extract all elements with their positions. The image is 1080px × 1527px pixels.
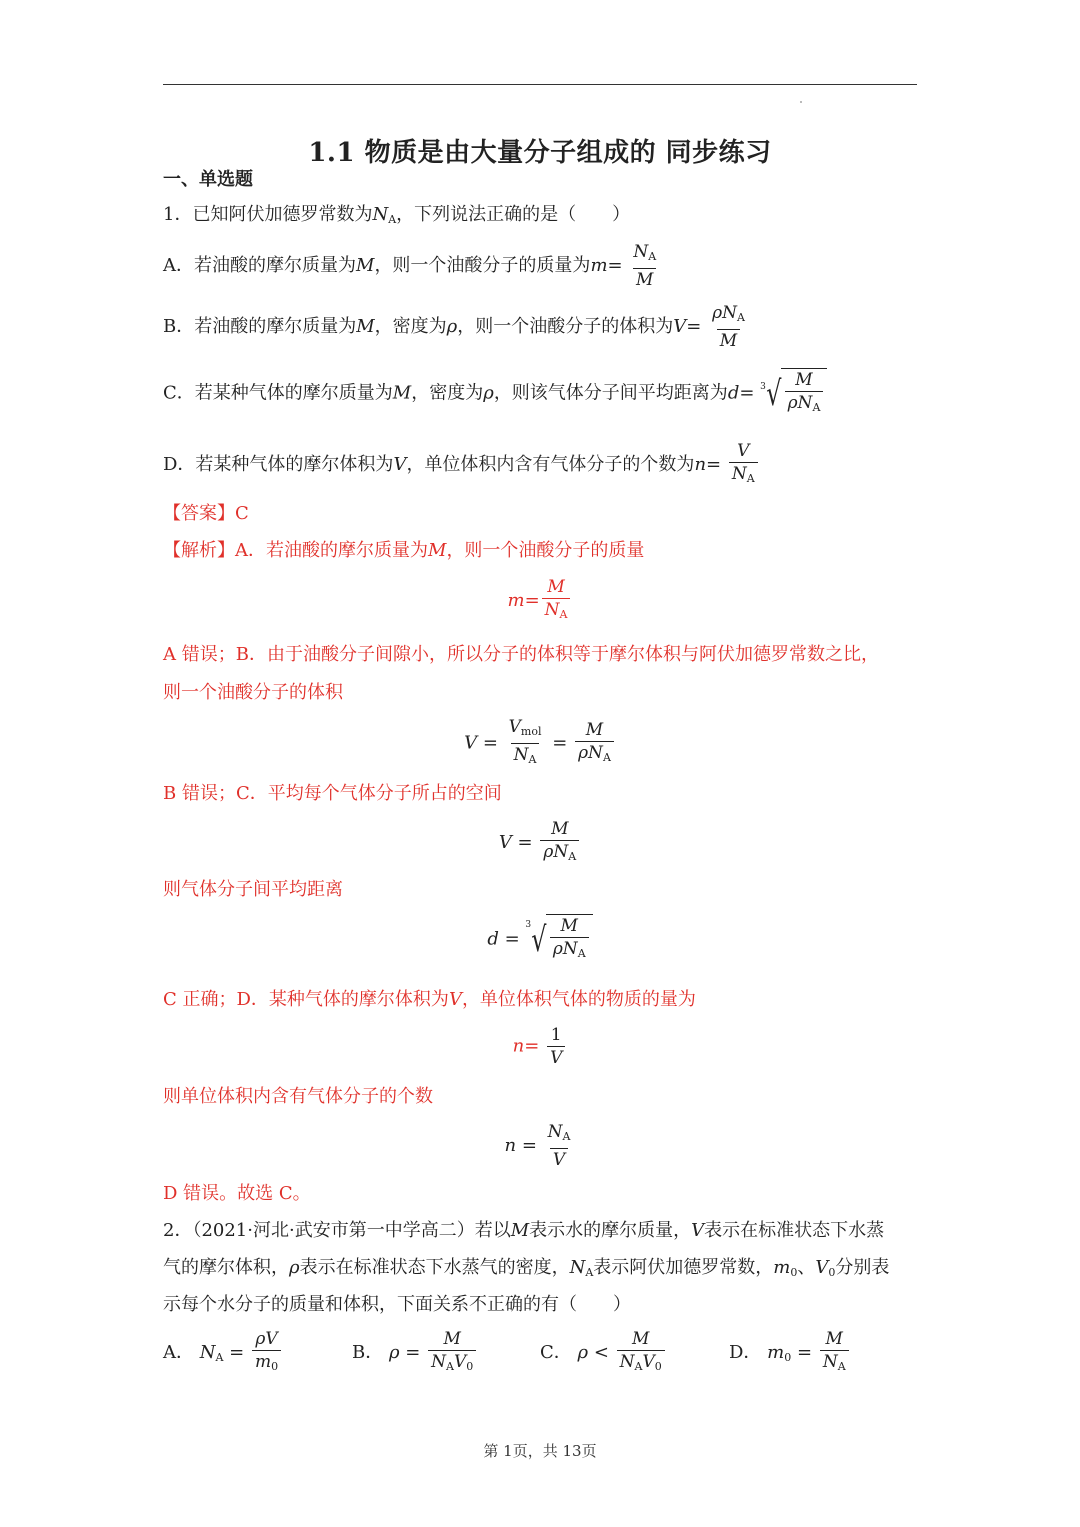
q1-option-b: B．若油酸的摩尔质量为M，密度为ρ，则一个油酸分子的体积为V= $\frac{\rho N_A}{M}$ [163, 302, 750, 352]
q1-option-b-fraction: $\frac{\rho N_A}{M}$ [712, 303, 745, 351]
equation-4: d = 3 √ $\frac{M}{\rho N_A}$ [0, 914, 1080, 965]
q2-stem-line-3: 示每个水分子的质量和体积，下面关系不正确的有（ ） [163, 1294, 631, 1315]
header-dot [800, 101, 802, 103]
q1-analysis-6: C 正确；D．某种气体的摩尔体积为V，单位体积气体的物质的量为 [163, 989, 696, 1010]
page-footer: 第 1页，共 13页 [483, 1442, 597, 1460]
equation-6: n = $\frac{N_A}{V}$ [504, 1122, 571, 1170]
q1-analysis-8: D 错误。故选 C。 [163, 1183, 311, 1204]
q1-analysis-7: 则单位体积内含有气体分子的个数 [163, 1086, 433, 1107]
q1-answer: 【答案】C [163, 503, 249, 524]
q1-option-a: A．若油酸的摩尔质量为M，则一个油酸分子的质量为m= $\frac{N_A}{M}$ [163, 241, 661, 291]
q1-option-d: D．若某种气体的摩尔体积为V，单位体积内含有气体分子的个数为n= $\frac{V}{N_A}$ [163, 440, 760, 490]
q1-analysis-5: 则气体分子间平均距离 [163, 879, 343, 900]
q2-option-b: B． ρ = $\frac{M}{N_AV_0}$ [352, 1328, 478, 1378]
q2-option-a: A． $N_A$ = $\frac{\rho V}{m_0}$ [163, 1328, 283, 1378]
equation-3: V = $\frac{M}{\rho N_A}$ [0, 818, 1080, 868]
q2-option-d: D． $m_0$ = $\frac{M}{N_A}$ [729, 1328, 851, 1378]
q1-stem: 1．已知阿伏加德罗常数为$N_A$，下列说法正确的是（ ） [163, 204, 631, 226]
equation-2: V = $\frac{V_{mol}}{N_A}$ = $\frac{M}{\rho N_A}$ [0, 716, 1080, 771]
q1-option-c-cube-root: 3 √ $\frac{M}{\rho N_A}$ [760, 368, 827, 419]
q2-option-c: C． ρ < $\frac{M}{N_AV_0}$ [540, 1328, 667, 1378]
q1-analysis-4: B 错误；C．平均每个气体分子所占的空间 [163, 783, 502, 804]
q2-stem-line-1: 2．（2021·河北·武安市第一中学高二）若以M表示水的摩尔质量，V表示在标准状态下水蒸 [163, 1220, 885, 1241]
section-heading: 一、单选题 [163, 169, 253, 190]
q1-option-d-fraction: $\frac{V}{N_A}$ [729, 440, 758, 490]
q1-option-c: C．若某种气体的摩尔质量为M，密度为ρ，则该气体分子间平均距离为d= 3 √ $\frac{M}{\rho N_A}$ [163, 368, 827, 419]
q1-analysis-2: A 错误；B．由于油酸分子间隙小，所以分子的体积等于摩尔体积与阿伏加德罗常数之比， [163, 644, 879, 665]
equation-5: n= $\frac{1}{V}$ [0, 1024, 1080, 1069]
equation-1: m= $\frac{M}{N_A}$ [0, 576, 1080, 626]
q1-analysis-1: 【解析】A．若油酸的摩尔质量为M，则一个油酸分子的质量 [163, 540, 645, 561]
q1-analysis-3: 则一个油酸分子的体积 [163, 682, 343, 703]
q2-stem-line-2: 气的摩尔体积，ρ表示在标准状态下水蒸气的密度，$N_A$表示阿伏加德罗常数，$m_0$、$V_0$分别表 [163, 1257, 890, 1279]
q1-option-a-fraction: $\frac{N_A}{M}$ [633, 242, 657, 290]
header-rule [163, 84, 917, 85]
page-title: 1.1 物质是由大量分子组成的 同步练习 [308, 138, 772, 168]
